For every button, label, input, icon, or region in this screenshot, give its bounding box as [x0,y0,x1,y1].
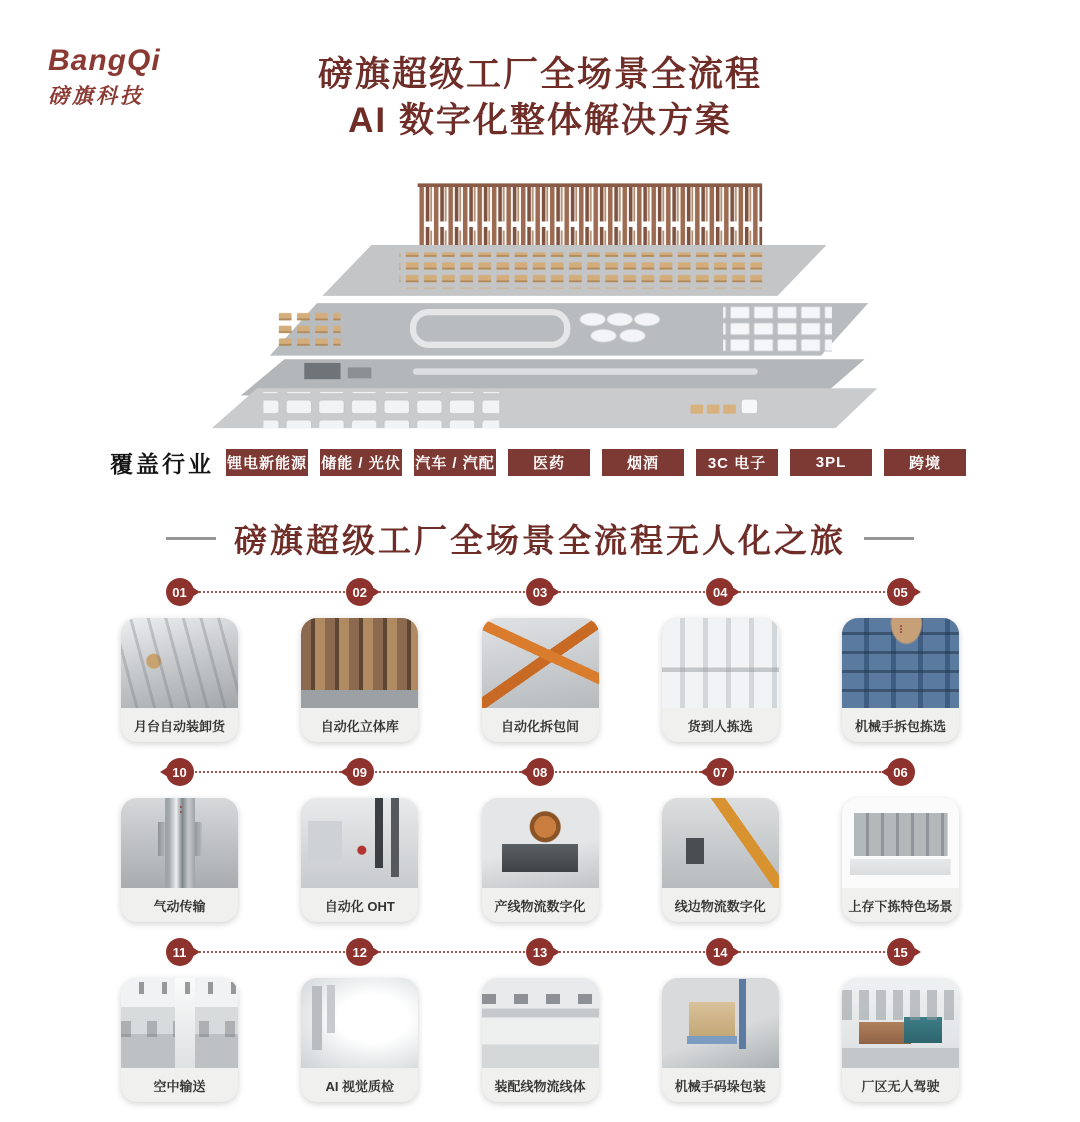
step-badge-11 [166,938,194,966]
step-badge-14 [706,938,734,966]
step-badge-10 [166,758,194,786]
journey-card-10 [121,798,238,922]
step-number: 14 [713,944,728,960]
journey-section-title [0,515,1080,562]
connector-10-11-top [180,806,182,813]
step-number: 11 [172,944,187,960]
brand-logo [48,44,161,110]
badge-slot [662,758,779,788]
badge-slot [301,578,418,608]
step-badge-04 [706,578,734,606]
journey-card-02 [301,618,418,742]
card-row-3 [121,978,959,1102]
step-number: 10 [172,764,187,780]
campus-autonomous-driving-photo [842,978,959,1068]
card-label: 货到人拣选 [687,718,753,734]
step-number: 04 [713,584,728,600]
journey-card-07 [662,798,779,922]
page-title [0,0,1080,144]
badge-row-2 [121,758,959,788]
journey-card-08 [482,798,599,922]
factory-3d-illustration [150,158,930,430]
production-line-logistics-photo [482,798,599,888]
step-number: 01 [172,584,187,600]
journey-card-01 [121,618,238,742]
industries-label: 覆盖行业 [110,451,214,478]
journey-card-03 [482,618,599,742]
top-storage-bottom-picking-photo [842,798,959,888]
card-label: 线边物流数字化 [674,898,766,914]
industry-tag-energy-storage: 储能 / 光伏 [320,449,402,476]
badge-slot [301,758,418,788]
badge-slot [482,758,599,788]
card-label: 自动化 OHT [324,898,395,914]
step-badge-01 [166,578,194,606]
lineside-logistics-photo [662,798,779,888]
title-left-rule [166,537,216,540]
factory-3d-svg [150,158,930,430]
journey-card-06 [842,798,959,922]
step-number: 08 [532,764,548,780]
brand-logo-subtext: 磅旗科技 [48,85,144,108]
badge-row-1 [121,578,959,608]
card-label: 自动化立体库 [320,718,399,734]
ai-visual-inspection-photo [301,978,418,1068]
robot-palletizing-photo [662,978,779,1068]
asrs-photo [301,618,418,708]
step-badge-07 [706,758,734,786]
dock-auto-loading-photo [121,618,238,708]
step-badge-06 [887,758,915,786]
journey-card-15 [842,978,959,1102]
industry-tag-lithium: 锂电新能源 [226,449,308,476]
step-badge-03 [526,578,554,606]
industries-row [110,446,966,479]
title-right-rule [864,537,914,540]
automated-oht-photo [301,798,418,888]
badge-slot [301,938,418,968]
badge-slot [121,758,238,788]
card-label: 机械手码垛包装 [674,1078,766,1094]
step-number: 06 [893,764,908,780]
journey-title-text: 磅旗超级工厂全场景全流程无人化之旅 [234,522,846,560]
journey-grid [0,578,1080,1102]
card-label: 装配线物流线体 [494,1078,586,1094]
badge-slot [482,578,599,608]
assembly-line-conveyor-photo [482,978,599,1068]
card-label: 产线物流数字化 [494,898,586,914]
card-label: 上存下拣特色场景 [848,898,953,914]
badge-slot [842,578,959,608]
industry-tag-tobacco-liquor: 烟酒 [602,449,684,476]
journey-card-04 [662,618,779,742]
journey-card-09 [301,798,418,922]
industry-tag-auto: 汽车 / 汽配 [414,449,496,476]
page-title-line1: 磅旗超级工厂全场景全流程 [317,55,762,94]
card-label: 机械手拆包拣选 [854,718,946,734]
step-badge-09 [346,758,374,786]
overhead-conveying-photo [121,978,238,1068]
badge-slot [842,758,959,788]
auto-unpacking-photo [482,618,599,708]
step-number: 15 [893,944,908,960]
step-badge-02 [346,578,374,606]
step-badge-13 [526,938,554,966]
card-label: 气动传输 [153,898,206,914]
card-label: AI 视觉质检 [325,1078,395,1094]
card-label: 自动化拆包间 [500,718,579,734]
step-number: 05 [893,584,908,600]
journey-card-05 [842,618,959,742]
connector-05-06-top [900,625,902,633]
journey-card-14 [662,978,779,1102]
step-number: 09 [352,764,367,780]
card-label: 厂区无人驾驶 [861,1078,940,1094]
industry-tag-pharma: 医药 [508,449,590,476]
badge-row-3 [121,938,959,968]
page-title-line2: AI 数字化整体解决方案 [348,101,732,141]
card-row-1 [121,618,959,742]
journey-card-11 [121,978,238,1102]
step-number: 03 [532,584,548,600]
industry-tag-3c: 3C 电子 [696,449,778,476]
step-badge-08 [526,758,554,786]
badge-slot [662,578,779,608]
journey-card-13 [482,978,599,1102]
badge-slot [842,938,959,968]
step-number: 12 [352,944,367,960]
badge-slot [662,938,779,968]
card-row-2 [121,798,959,922]
step-badge-15 [887,938,915,966]
step-number: 02 [352,584,367,600]
badge-slot [482,938,599,968]
brand-logo-text: BangQi [48,44,161,77]
card-label: 月台自动装卸货 [133,718,225,734]
step-badge-12 [346,938,374,966]
step-number: 07 [713,764,728,780]
industry-tag-3pl: 3PL [790,449,872,476]
journey-card-12 [301,978,418,1102]
goods-to-person-picking-photo [662,618,779,708]
card-label: 空中输送 [153,1078,206,1094]
step-badge-05 [887,578,915,606]
step-number: 13 [532,944,548,960]
badge-slot [121,578,238,608]
badge-slot [121,938,238,968]
industry-tag-crossborder: 跨境 [884,449,966,476]
